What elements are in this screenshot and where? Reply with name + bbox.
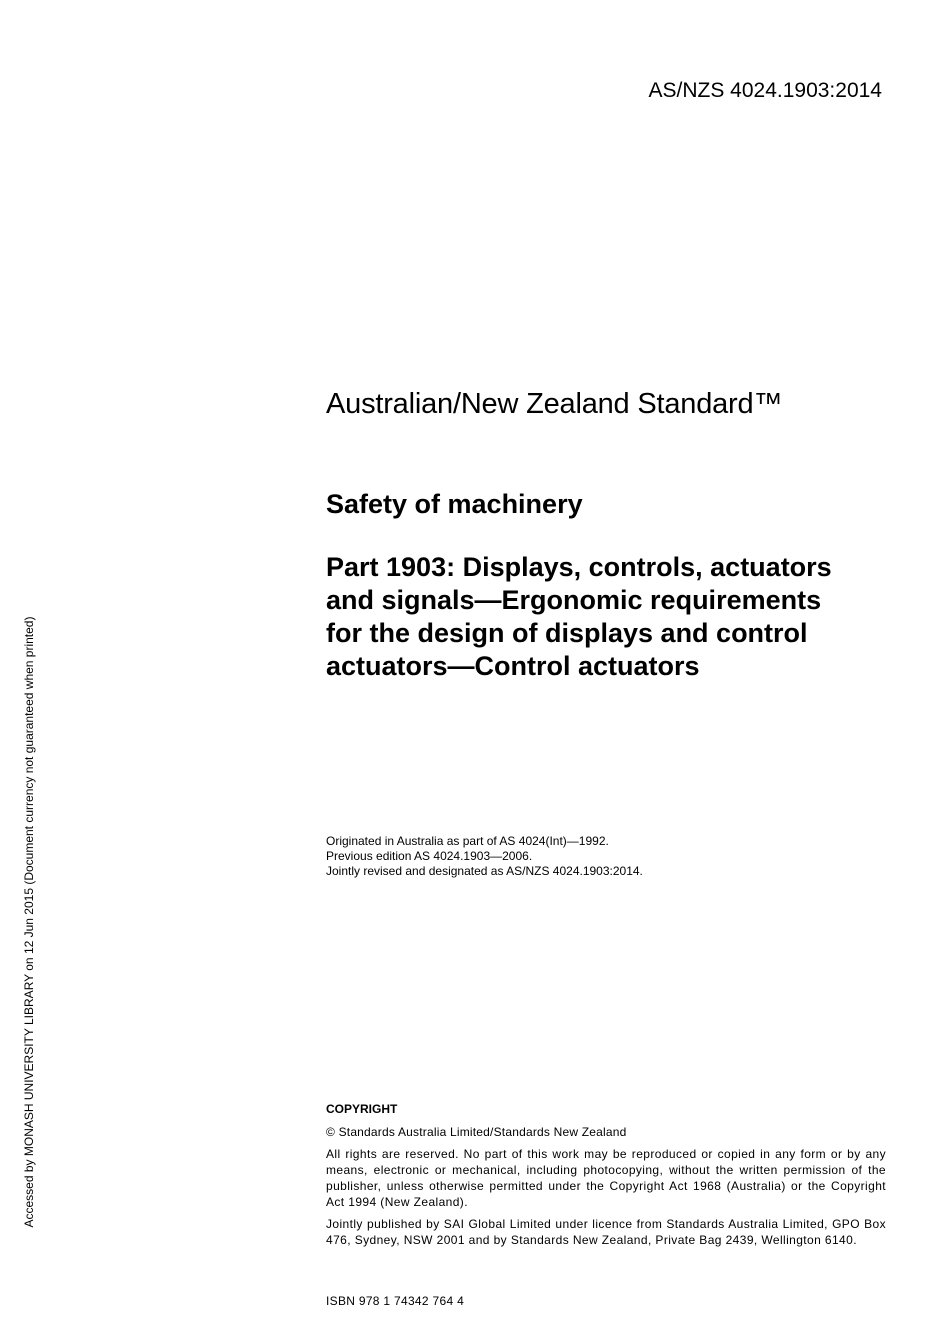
document-code: AS/NZS 4024.1903:2014 (648, 79, 882, 102)
history-line: Originated in Australia as part of AS 4024(Int)—1992. (326, 834, 609, 848)
copyright-heading: COPYRIGHT (326, 1102, 398, 1116)
publisher-statement: Jointly published by SAI Global Limited under licence from Standards Australia Limited, GPO Box 476, Sydney, NSW 2001 and by Standards New Zealand, Private Bag 2439, Wellington 6140. (326, 1217, 886, 1247)
copyright-owner: © Standards Australia Limited/Standards New Zealand (326, 1125, 627, 1139)
part-title-line: Part 1903: Displays, controls, actuators (326, 552, 832, 582)
part-title-line: and signals—Ergonomic requirements (326, 585, 822, 615)
edition-history (326, 834, 643, 879)
part-title-line: for the design of displays and control (326, 618, 808, 648)
standard-type-heading: Australian/New Zealand Standard™ (326, 388, 783, 420)
part-title (326, 551, 896, 683)
part-title-line: actuators—Control actuators (326, 651, 700, 681)
isbn: ISBN 978 1 74342 764 4 (326, 1294, 465, 1308)
history-line: Jointly revised and designated as AS/NZS 4024.1903:2014. (326, 864, 643, 878)
history-line: Previous edition AS 4024.1903—2006. (326, 849, 533, 863)
access-watermark: Accessed by MONASH UNIVERSITY LIBRARY on 12 Jun 2015 (Document currency not guaranteed when printed) (22, 616, 36, 1228)
copyright-block (326, 1102, 886, 1254)
series-title: Safety of machinery (326, 489, 583, 519)
rights-statement: All rights are reserved. No part of this work may be reproduced or copied in any form or by any means, electronic or mechanical, including photocopying, without the written permission of the publisher, unless otherwise permitted under the Copyright Act 1968 (Australia) or the Copyright Act 1994 (New Zealand). (326, 1147, 886, 1209)
